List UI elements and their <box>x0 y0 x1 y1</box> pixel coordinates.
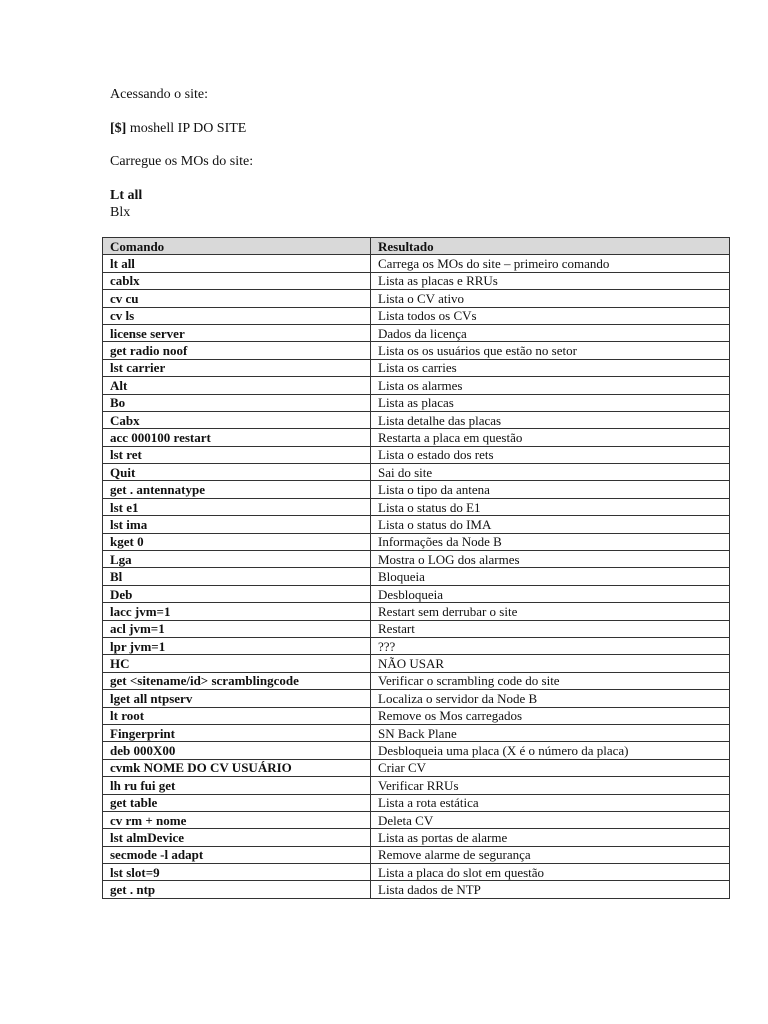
result-cell: Lista as portas de alarme <box>371 829 730 846</box>
table-row <box>103 533 730 550</box>
table-row <box>103 759 730 776</box>
command-cell: lst carrier <box>103 359 371 376</box>
result-cell: Desbloqueia uma placa (X é o número da placa) <box>371 742 730 759</box>
command-cell: secmode -l adapt <box>103 846 371 863</box>
command-cell: lh ru fui get <box>103 777 371 794</box>
table-row <box>103 394 730 411</box>
command-cell: get <sitename/id> scramblingcode <box>103 672 371 689</box>
result-cell: Lista detalhe das placas <box>371 411 730 428</box>
table-row <box>103 307 730 324</box>
result-cell: Lista o CV ativo <box>371 290 730 307</box>
table-row <box>103 846 730 863</box>
command-cell: lst ret <box>103 446 371 463</box>
intro-cmd-blx: Blx <box>110 205 131 220</box>
command-cell: get table <box>103 794 371 811</box>
result-cell: Deleta CV <box>371 811 730 828</box>
result-cell: NÃO USAR <box>371 655 730 672</box>
result-cell: Restart <box>371 620 730 637</box>
command-cell: Bo <box>103 394 371 411</box>
result-cell: Desbloqueia <box>371 585 730 602</box>
table-row <box>103 794 730 811</box>
command-cell: cv cu <box>103 290 371 307</box>
result-cell: Lista o tipo da antena <box>371 481 730 498</box>
command-cell: Alt <box>103 377 371 394</box>
result-cell: Informações da Node B <box>371 533 730 550</box>
header-resultado: Resultado <box>371 238 730 255</box>
command-cell: lpr jvm=1 <box>103 637 371 654</box>
command-cell: Lga <box>103 551 371 568</box>
command-cell: lst almDevice <box>103 829 371 846</box>
command-cell: kget 0 <box>103 533 371 550</box>
result-cell: Bloqueia <box>371 568 730 585</box>
result-cell: Criar CV <box>371 759 730 776</box>
result-cell: Restart sem derrubar o site <box>371 603 730 620</box>
result-cell: Lista todos os CVs <box>371 307 730 324</box>
result-cell: Mostra o LOG dos alarmes <box>371 551 730 568</box>
command-cell: Deb <box>103 585 371 602</box>
intro-prompt-line <box>110 120 246 137</box>
command-cell: get . antennatype <box>103 481 371 498</box>
command-cell: get radio noof <box>103 342 371 359</box>
table-row <box>103 516 730 533</box>
table-row <box>103 742 730 759</box>
command-cell: deb 000X00 <box>103 742 371 759</box>
result-cell: Lista o status do E1 <box>371 498 730 515</box>
command-cell: license server <box>103 324 371 341</box>
table-row <box>103 690 730 707</box>
command-cell: cvmk NOME DO CV USUÁRIO <box>103 759 371 776</box>
result-cell: Sai do site <box>371 464 730 481</box>
result-cell: Restarta a placa em questão <box>371 429 730 446</box>
table-row <box>103 429 730 446</box>
table-row <box>103 255 730 272</box>
table-header-row <box>103 238 730 255</box>
table-row <box>103 272 730 289</box>
result-cell: Lista a rota estática <box>371 794 730 811</box>
command-cell: lget all ntpserv <box>103 690 371 707</box>
command-cell: lst ima <box>103 516 371 533</box>
command-cell: lst e1 <box>103 498 371 515</box>
table-row <box>103 724 730 741</box>
result-cell: Lista os alarmes <box>371 377 730 394</box>
table-row <box>103 342 730 359</box>
command-cell: lt root <box>103 707 371 724</box>
command-cell: get . ntp <box>103 881 371 898</box>
command-cell: acc 000100 restart <box>103 429 371 446</box>
command-cell: Quit <box>103 464 371 481</box>
command-cell: Fingerprint <box>103 724 371 741</box>
intro-load-mos-text: Carregue os MOs do site: <box>110 154 254 169</box>
table-row <box>103 568 730 585</box>
result-cell: Dados da licença <box>371 324 730 341</box>
table-row <box>103 446 730 463</box>
table-row <box>103 481 730 498</box>
command-cell: lst slot=9 <box>103 864 371 881</box>
table-row <box>103 777 730 794</box>
table-row <box>103 377 730 394</box>
table-row <box>103 829 730 846</box>
header-comando: Comando <box>103 238 371 255</box>
result-cell: Remove os Mos carregados <box>371 707 730 724</box>
table-row <box>103 464 730 481</box>
result-cell: Lista o status do IMA <box>371 516 730 533</box>
table-row <box>103 551 730 568</box>
command-cell: lacc jvm=1 <box>103 603 371 620</box>
table-row <box>103 811 730 828</box>
command-cell: Cabx <box>103 411 371 428</box>
table-row <box>103 324 730 341</box>
table-row <box>103 359 730 376</box>
command-cell: HC <box>103 655 371 672</box>
result-cell: Lista o estado dos rets <box>371 446 730 463</box>
command-cell: lt all <box>103 255 371 272</box>
result-cell: ??? <box>371 637 730 654</box>
result-cell: Lista as placas <box>371 394 730 411</box>
table-row <box>103 864 730 881</box>
command-table <box>102 237 730 899</box>
command-cell: acl jvm=1 <box>103 620 371 637</box>
command-cell: cv ls <box>103 307 371 324</box>
intro-cmd-lt-all-label: Lt all <box>110 188 143 203</box>
table-row <box>103 411 730 428</box>
table-row <box>103 585 730 602</box>
prompt-symbol: [$] <box>110 121 127 136</box>
intro-accessing-text: Acessando o site: <box>110 87 208 102</box>
table-row <box>103 498 730 515</box>
prompt-command: moshell IP DO SITE <box>126 121 247 136</box>
command-cell: cablx <box>103 272 371 289</box>
result-cell: Lista a placa do slot em questão <box>371 864 730 881</box>
table-row <box>103 881 730 898</box>
result-cell: Lista os carries <box>371 359 730 376</box>
table-row <box>103 290 730 307</box>
result-cell: Carrega os MOs do site – primeiro comando <box>371 255 730 272</box>
result-cell: Lista os os usuários que estão no setor <box>371 342 730 359</box>
table-row <box>103 655 730 672</box>
result-cell: Lista dados de NTP <box>371 881 730 898</box>
table-row <box>103 620 730 637</box>
command-cell: Bl <box>103 568 371 585</box>
table-row <box>103 672 730 689</box>
result-cell: SN Back Plane <box>371 724 730 741</box>
result-cell: Remove alarme de segurança <box>371 846 730 863</box>
table-row <box>103 603 730 620</box>
intro-cmd-lt-all <box>110 187 142 204</box>
result-cell: Localiza o servidor da Node B <box>371 690 730 707</box>
result-cell: Verificar RRUs <box>371 777 730 794</box>
table-row <box>103 637 730 654</box>
result-cell: Verificar o scrambling code do site <box>371 672 730 689</box>
table-row <box>103 707 730 724</box>
command-cell: cv rm + nome <box>103 811 371 828</box>
result-cell: Lista as placas e RRUs <box>371 272 730 289</box>
